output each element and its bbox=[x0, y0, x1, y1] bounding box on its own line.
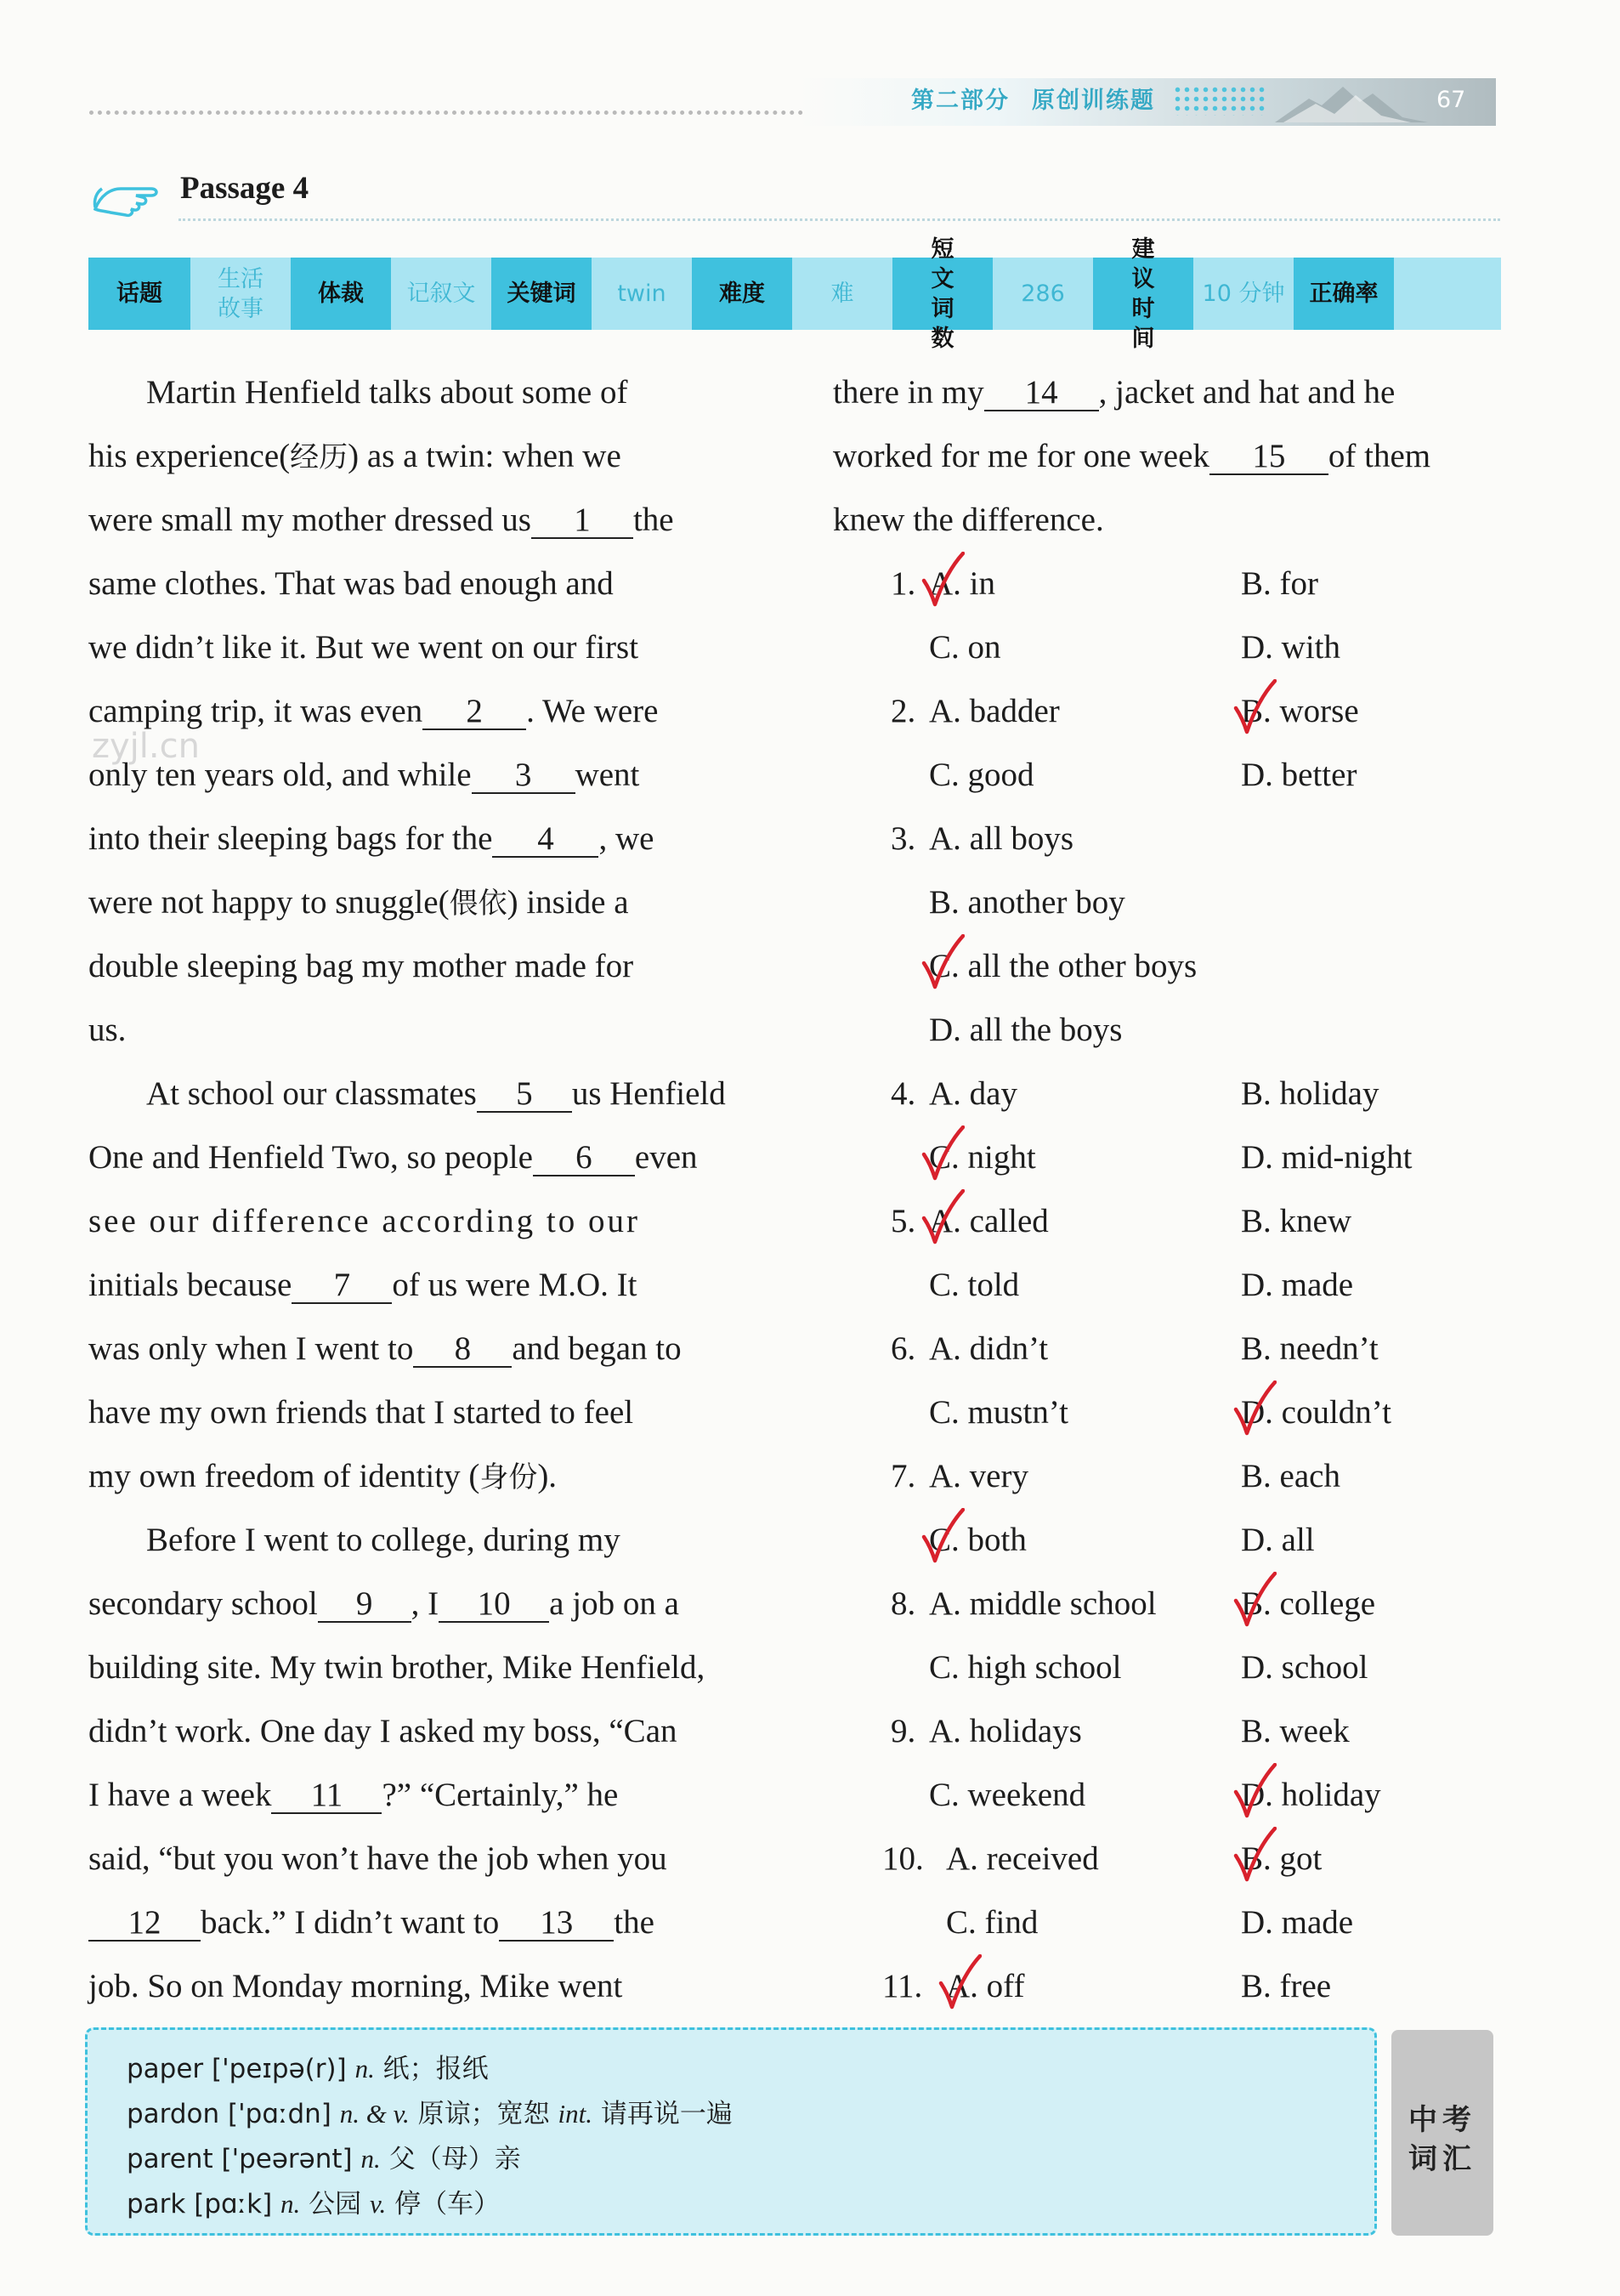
passage-line bbox=[88, 1775, 618, 1816]
option-1-d[interactable]: D. with bbox=[1241, 629, 1340, 666]
option-4-b[interactable]: B. holiday bbox=[1241, 1075, 1379, 1112]
vocab-box bbox=[85, 2027, 1377, 2236]
passage-line bbox=[88, 1711, 677, 1752]
passage-line bbox=[88, 1201, 751, 1242]
vocab-item bbox=[127, 2047, 489, 2085]
text: were small my mother dressed us bbox=[88, 502, 531, 538]
text: even bbox=[634, 1139, 698, 1176]
option-2-d[interactable]: D. better bbox=[1241, 757, 1357, 793]
vocab-pos: v. bbox=[370, 2189, 387, 2219]
text: , jacket and hat and he bbox=[1098, 374, 1396, 411]
option-10-b[interactable]: B. got bbox=[1241, 1840, 1323, 1877]
info-key-topic: 话题 bbox=[88, 258, 190, 330]
watermark: zyjl.cn bbox=[92, 727, 200, 766]
text: were not happy to snuggle( bbox=[88, 884, 450, 921]
text: Martin Henfield talks about some of bbox=[146, 374, 628, 411]
vocab-meaning: 父（母）亲 bbox=[388, 2144, 521, 2174]
vocab-meaning: 公园 bbox=[309, 2189, 362, 2219]
mountain-icon bbox=[1275, 80, 1428, 124]
option-8-c[interactable]: C. high school bbox=[929, 1649, 1122, 1686]
passage-line bbox=[88, 1392, 751, 1433]
info-key-genre: 体裁 bbox=[291, 258, 391, 330]
option-1-b[interactable]: B. for bbox=[1241, 565, 1318, 602]
info-value-difficulty: 难 bbox=[792, 258, 892, 330]
question-number: 2. bbox=[891, 693, 916, 729]
info-value-genre: 记叙文 bbox=[391, 258, 491, 330]
info-key-accuracy: 正确率 bbox=[1294, 258, 1394, 330]
text: have my own friends that I started to feel bbox=[88, 1394, 634, 1431]
blank-10[interactable]: 10 bbox=[439, 1587, 549, 1623]
passage-line bbox=[88, 1520, 751, 1561]
option-2-b[interactable]: B. worse bbox=[1241, 693, 1359, 729]
blank-1[interactable]: 1 bbox=[531, 503, 633, 539]
text: building site. My twin brother, Mike Henfield, bbox=[88, 1649, 705, 1686]
passage-line bbox=[88, 946, 751, 987]
info-value-accuracy bbox=[1394, 258, 1501, 330]
question-number: 4. bbox=[891, 1075, 916, 1112]
passage-line bbox=[88, 627, 751, 668]
info-key-suggested-time: 建议时间 bbox=[1093, 258, 1193, 330]
text: Before I went to college, during my bbox=[146, 1522, 620, 1558]
blank-7[interactable]: 7 bbox=[292, 1268, 392, 1304]
option-1-a[interactable]: A. in bbox=[929, 565, 995, 602]
text: only ten years old, and while bbox=[88, 757, 472, 793]
option-2-a[interactable]: A. badder bbox=[929, 693, 1060, 729]
blank-13[interactable]: 13 bbox=[499, 1906, 614, 1942]
info-value-keyword: twin bbox=[592, 258, 692, 330]
header-subsection: 原创训练题 bbox=[1032, 88, 1155, 114]
vocab-meaning: 请再说一遍 bbox=[600, 2099, 733, 2129]
option-3-a[interactable]: A. all boys bbox=[929, 820, 1074, 857]
passage-line bbox=[88, 882, 629, 924]
text: One and Henfield Two, so people bbox=[88, 1139, 533, 1176]
vocab-meaning: 纸；报纸 bbox=[382, 2054, 489, 2084]
option-9-b[interactable]: B. week bbox=[1241, 1713, 1350, 1749]
text: I have a week bbox=[88, 1777, 272, 1813]
text: us. bbox=[88, 1012, 127, 1048]
text: ). bbox=[537, 1458, 558, 1494]
option-3-b[interactable]: B. another boy bbox=[929, 884, 1125, 921]
text: camping trip, it was even bbox=[88, 693, 423, 729]
title-dotted-rule bbox=[178, 218, 1500, 221]
option-7-c[interactable]: C. both bbox=[929, 1522, 1027, 1558]
text: said, “but you won’t have the job when you bbox=[88, 1840, 667, 1877]
page-number: 67 bbox=[1436, 87, 1466, 113]
option-4-c[interactable]: C. night bbox=[929, 1139, 1036, 1176]
info-value-word-count: 286 bbox=[993, 258, 1093, 330]
option-4-d[interactable]: D. mid-night bbox=[1241, 1139, 1413, 1176]
header-dots-decoration bbox=[1173, 85, 1266, 116]
option-1-c[interactable]: C. on bbox=[929, 629, 1001, 666]
passage-line bbox=[833, 500, 1104, 541]
blank-15[interactable]: 15 bbox=[1209, 439, 1328, 475]
text: the bbox=[614, 1904, 654, 1941]
vocab-item bbox=[127, 2137, 521, 2175]
blank-14[interactable]: 14 bbox=[984, 376, 1099, 411]
text: of them bbox=[1328, 438, 1431, 474]
option-9-d[interactable]: D. holiday bbox=[1241, 1777, 1381, 1813]
text: went bbox=[575, 757, 640, 793]
side-tab-line: 中考 bbox=[1408, 2103, 1476, 2137]
option-2-c[interactable]: C. good bbox=[929, 757, 1034, 793]
option-11-a[interactable]: A. off bbox=[946, 1968, 1025, 2004]
text: At school our classmates bbox=[146, 1075, 477, 1112]
option-5-a[interactable]: A. called bbox=[929, 1203, 1049, 1239]
vocab-item bbox=[127, 2092, 733, 2130]
vocab-word: pardon bbox=[127, 2099, 220, 2129]
passage-line bbox=[88, 436, 751, 478]
passage-line bbox=[88, 691, 658, 732]
pointing-hand-icon bbox=[92, 170, 173, 221]
passage-line bbox=[88, 564, 751, 604]
question-number: 9. bbox=[891, 1713, 916, 1749]
option-6-a[interactable]: A. didn’t bbox=[929, 1330, 1049, 1367]
option-9-a[interactable]: A. holidays bbox=[929, 1713, 1082, 1749]
option-11-b[interactable]: B. free bbox=[1241, 1968, 1332, 2004]
blank-8[interactable]: 8 bbox=[413, 1332, 512, 1368]
vocab-word: park bbox=[127, 2189, 186, 2219]
passage-line bbox=[88, 1010, 126, 1051]
text: was only when I went to bbox=[88, 1330, 414, 1367]
vocab-pos: int. bbox=[558, 2099, 593, 2129]
text: of us were M.O. It bbox=[392, 1267, 637, 1303]
passage-line bbox=[88, 1839, 667, 1879]
passage-line bbox=[88, 372, 751, 413]
option-5-c[interactable]: C. told bbox=[929, 1267, 1020, 1303]
passage-line bbox=[88, 1902, 654, 1943]
info-key-word-count: 短文词数 bbox=[892, 258, 993, 330]
header-title bbox=[911, 82, 1177, 115]
vocab-meaning: 停（车） bbox=[394, 2189, 501, 2219]
vocab-meaning: 原谅；宽恕 bbox=[417, 2099, 550, 2129]
option-8-d[interactable]: D. school bbox=[1241, 1649, 1368, 1686]
passage-line bbox=[88, 1584, 679, 1624]
side-tab-exam-vocab bbox=[1391, 2030, 1493, 2236]
passage-line bbox=[88, 1456, 557, 1498]
info-value-topic: 生活故事 bbox=[190, 258, 291, 330]
passage-line bbox=[88, 819, 654, 859]
option-8-a[interactable]: A. middle school bbox=[929, 1585, 1157, 1622]
text: , I bbox=[411, 1585, 439, 1622]
option-6-d[interactable]: D. couldn’t bbox=[1241, 1394, 1391, 1431]
passage-line bbox=[88, 1265, 637, 1306]
text: back.” I didn’t want to bbox=[201, 1904, 500, 1941]
text: ) inside a bbox=[507, 884, 629, 921]
passage-line bbox=[146, 1074, 726, 1114]
text: . We were bbox=[526, 693, 659, 729]
header-dotted-rule bbox=[89, 111, 803, 115]
text: and began to bbox=[512, 1330, 682, 1367]
blank-11[interactable]: 11 bbox=[271, 1778, 382, 1814]
text: initials because bbox=[88, 1267, 292, 1303]
passage-line bbox=[833, 436, 1430, 477]
question-number: 1. bbox=[891, 565, 916, 602]
option-9-c[interactable]: C. weekend bbox=[929, 1777, 1086, 1813]
question-number: 5. bbox=[891, 1203, 916, 1239]
side-tab-line: 词汇 bbox=[1408, 2142, 1476, 2176]
text: , we bbox=[598, 820, 654, 857]
info-key-difficulty: 难度 bbox=[692, 258, 792, 330]
option-6-c[interactable]: C. mustn’t bbox=[929, 1394, 1068, 1431]
vocab-pos: n. bbox=[280, 2189, 301, 2219]
passage-line bbox=[88, 1966, 751, 2007]
blank-2[interactable]: 2 bbox=[422, 694, 526, 730]
question-number: 11. bbox=[882, 1968, 923, 2004]
text: a job on a bbox=[549, 1585, 679, 1622]
question-number: 6. bbox=[891, 1330, 916, 1367]
option-3-d[interactable]: D. all the boys bbox=[929, 1012, 1123, 1048]
vocab-item bbox=[127, 2182, 500, 2220]
question-number: 10. bbox=[882, 1840, 924, 1877]
text: knew the difference. bbox=[833, 502, 1104, 538]
blank-6[interactable]: 6 bbox=[533, 1141, 635, 1176]
text: ) as a twin: when we bbox=[348, 438, 621, 474]
option-8-b[interactable]: B. college bbox=[1241, 1585, 1376, 1622]
option-10-d[interactable]: D. made bbox=[1241, 1904, 1354, 1941]
text: my own freedom of identity ( bbox=[88, 1458, 480, 1494]
passage-line bbox=[833, 372, 1395, 413]
option-4-a[interactable]: A. day bbox=[929, 1075, 1017, 1112]
vocab-word: parent bbox=[127, 2144, 213, 2174]
vocab-pos: n. & v. bbox=[339, 2099, 410, 2129]
passage-title: Passage 4 bbox=[180, 171, 309, 206]
option-7-b[interactable]: B. each bbox=[1241, 1458, 1340, 1494]
vocab-ipa: ['peɪpə(r)] bbox=[212, 2054, 347, 2084]
passage-info-bar bbox=[88, 235, 1501, 352]
text: see our difference according to our bbox=[88, 1203, 640, 1239]
blank-3[interactable]: 3 bbox=[472, 758, 575, 794]
vocab-ipa: ['pɑːdn] bbox=[228, 2099, 331, 2129]
text: worked for me for one week bbox=[833, 438, 1209, 474]
text: double sleeping bag my mother made for bbox=[88, 948, 634, 984]
text: we didn’t like it. But we went on our first bbox=[88, 629, 639, 666]
passage-line bbox=[88, 1137, 698, 1178]
passage-line bbox=[88, 1647, 705, 1688]
option-7-d[interactable]: D. all bbox=[1241, 1522, 1315, 1558]
passage-line bbox=[88, 500, 674, 541]
text-cn: 偎依 bbox=[449, 887, 507, 921]
info-key-keyword: 关键词 bbox=[491, 258, 592, 330]
text: job. So on Monday morning, Mike went bbox=[88, 1968, 623, 2004]
text: secondary school bbox=[88, 1585, 318, 1622]
option-3-c[interactable]: C. all the other boys bbox=[929, 948, 1198, 984]
text-cn: 身份 bbox=[479, 1460, 538, 1494]
text: into their sleeping bags for the bbox=[88, 820, 493, 857]
header-section: 第二部分 bbox=[911, 88, 1010, 114]
passage-line bbox=[88, 1329, 682, 1369]
text: his experience( bbox=[88, 438, 291, 474]
blank-12[interactable]: 12 bbox=[88, 1906, 201, 1942]
option-6-b[interactable]: B. needn’t bbox=[1241, 1330, 1379, 1367]
question-number: 8. bbox=[891, 1585, 916, 1622]
text: us Henfield bbox=[571, 1075, 726, 1112]
question-number: 3. bbox=[891, 820, 916, 857]
passage-line bbox=[88, 755, 639, 796]
option-5-d[interactable]: D. made bbox=[1241, 1267, 1354, 1303]
option-10-a[interactable]: A. received bbox=[946, 1840, 1099, 1877]
vocab-pos: n. bbox=[360, 2144, 381, 2174]
text: same clothes. That was bad enough and bbox=[88, 565, 614, 602]
option-10-c[interactable]: C. find bbox=[946, 1904, 1039, 1941]
vocab-ipa: ['peərənt] bbox=[221, 2144, 353, 2174]
text: the bbox=[632, 502, 674, 538]
blank-4[interactable]: 4 bbox=[492, 822, 598, 858]
option-5-b[interactable]: B. knew bbox=[1241, 1203, 1351, 1239]
text-cn: 经历 bbox=[290, 440, 348, 474]
text: ?” “Certainly,” he bbox=[382, 1777, 619, 1813]
blank-5[interactable]: 5 bbox=[477, 1077, 572, 1113]
text: there in my bbox=[833, 374, 984, 411]
vocab-ipa: [pɑːk] bbox=[194, 2189, 273, 2219]
option-7-a[interactable]: A. very bbox=[929, 1458, 1028, 1494]
vocab-word: paper bbox=[127, 2054, 204, 2084]
vocab-pos: n. bbox=[354, 2054, 375, 2083]
info-value-suggested-time: 10 分钟 bbox=[1193, 258, 1294, 330]
text: didn’t work. One day I asked my boss, “Can bbox=[88, 1713, 677, 1749]
blank-9[interactable]: 9 bbox=[318, 1587, 411, 1623]
question-number: 7. bbox=[891, 1458, 916, 1494]
